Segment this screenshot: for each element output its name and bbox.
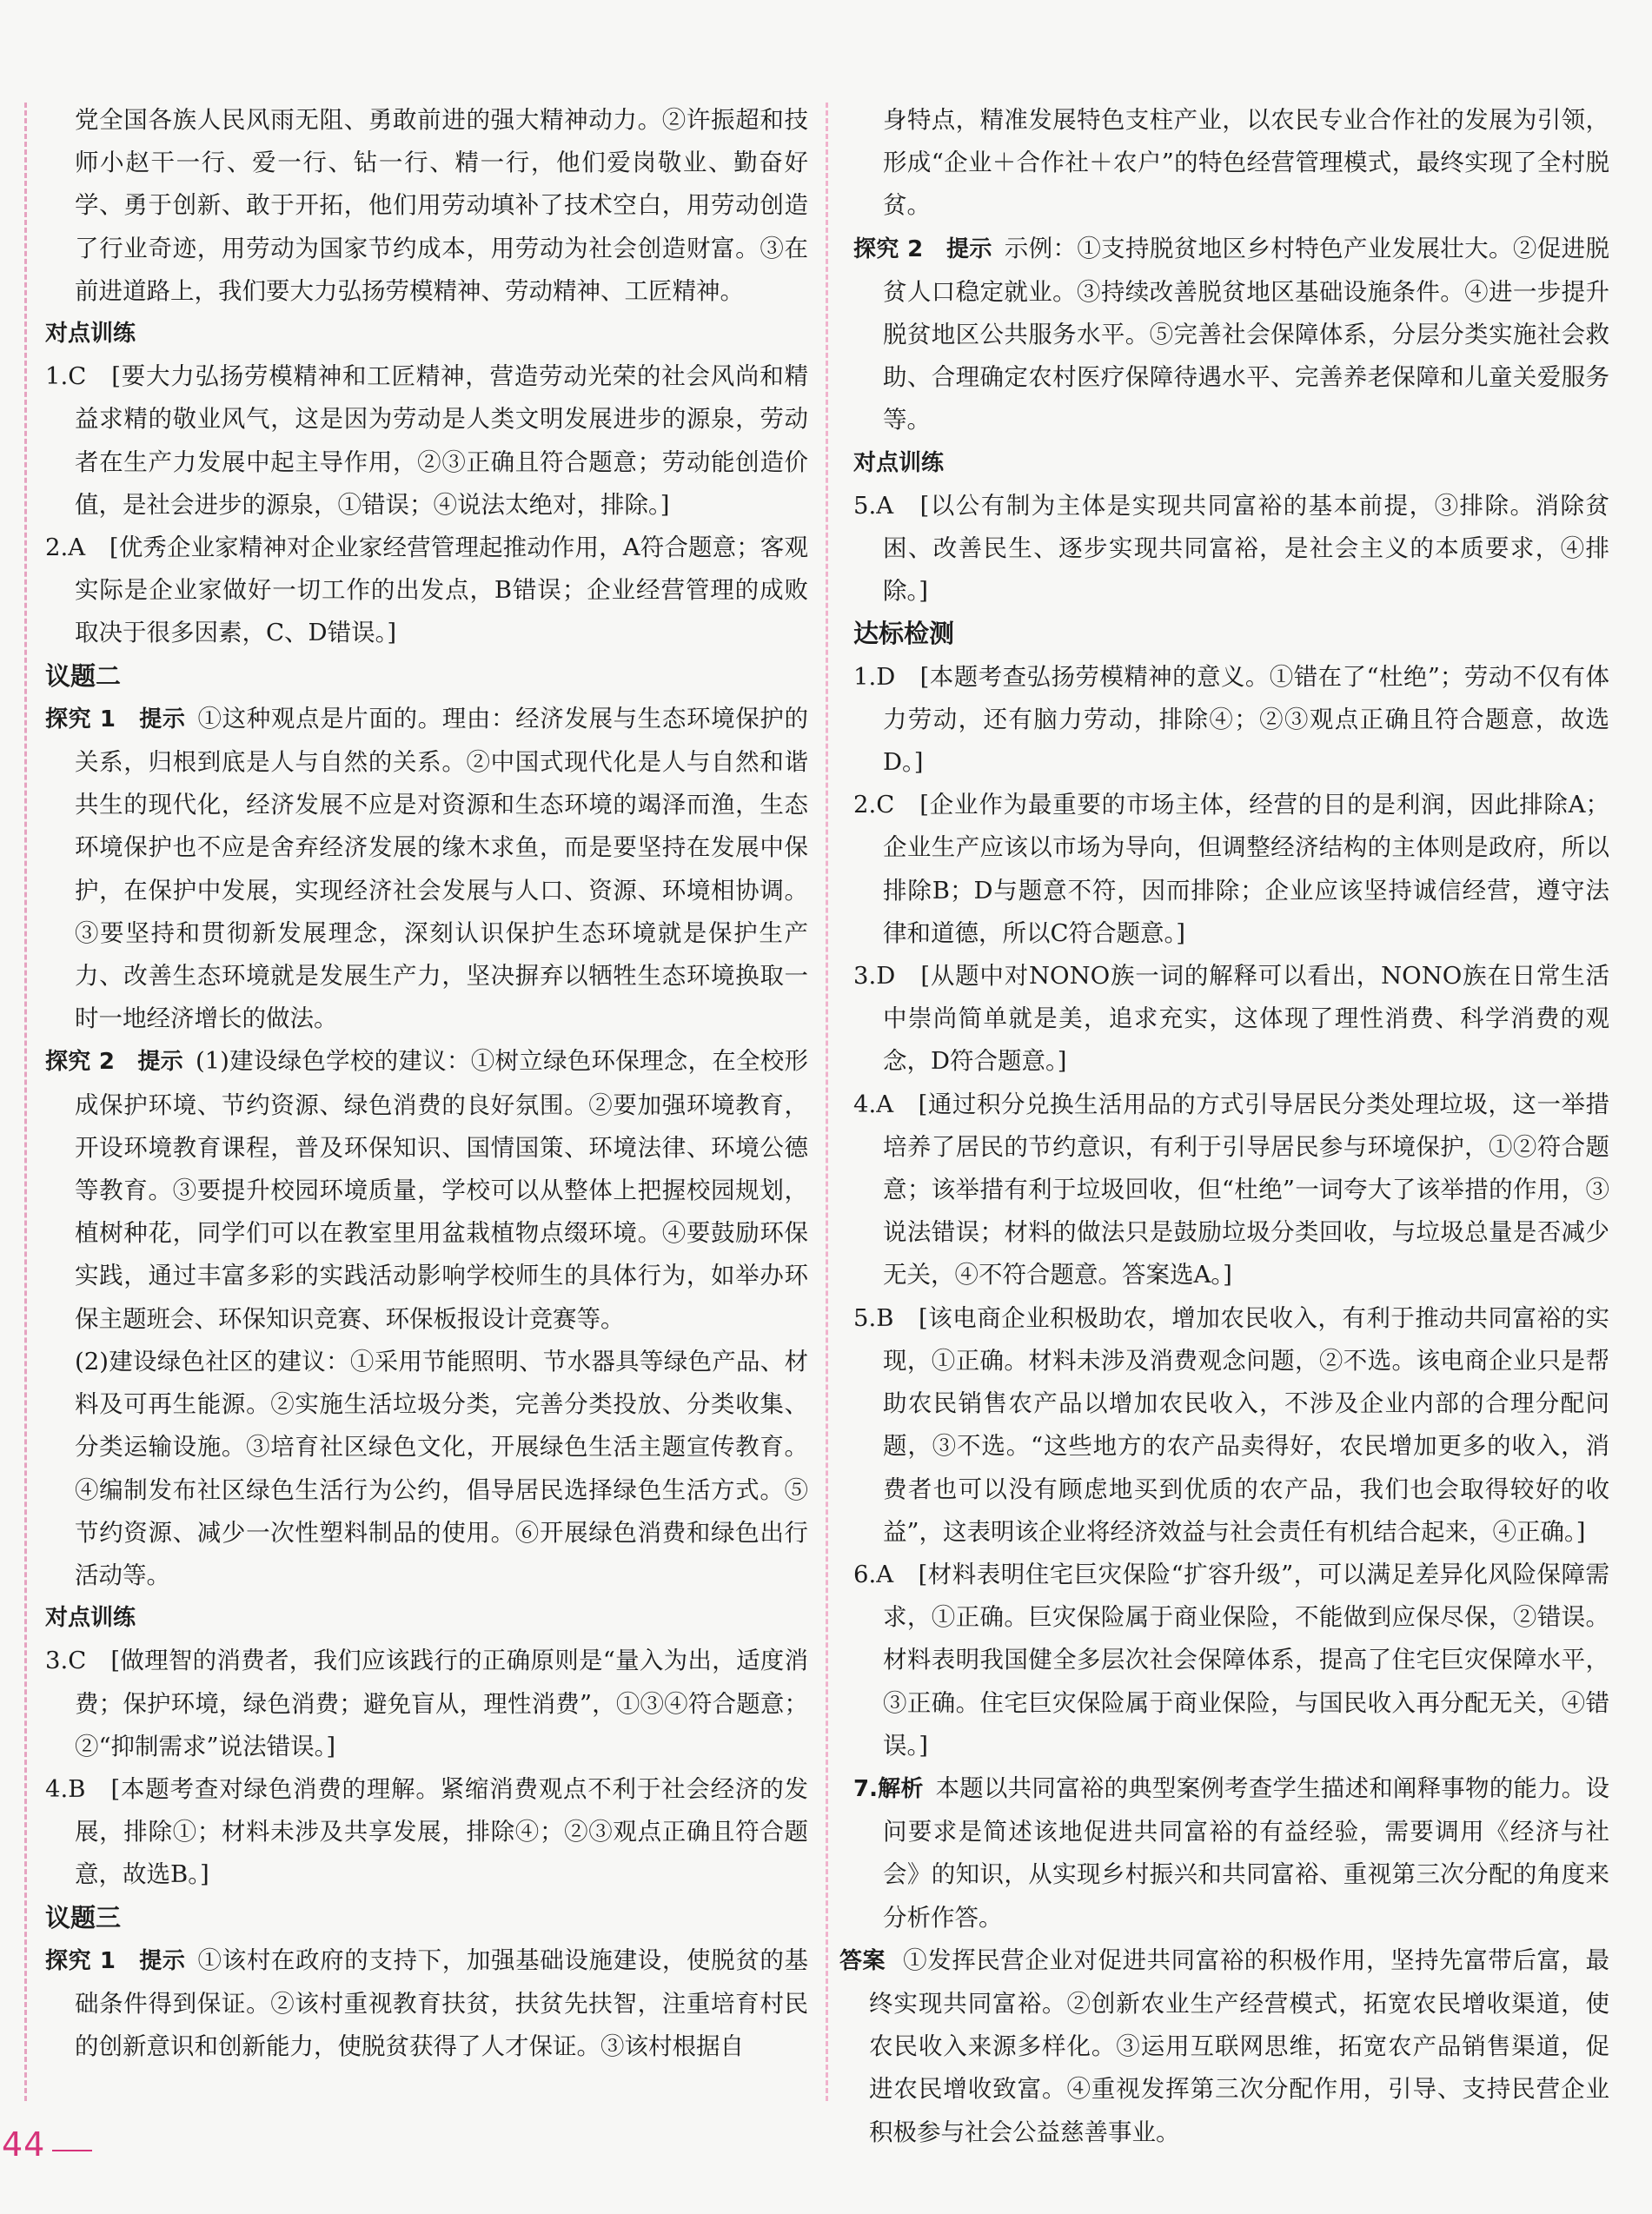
answer-paragraph: [853, 228, 1609, 442]
page-number-rule: [52, 2150, 92, 2151]
answer-paragraph: [45, 1341, 808, 1597]
section-heading: [45, 655, 808, 698]
answer-paragraph: [853, 1084, 1609, 1297]
answer-paragraph: [853, 1297, 1609, 1554]
page-number: 44: [2, 2125, 46, 2164]
paragraph-text: 达标检测: [853, 619, 955, 649]
paragraph-text: 2.A [优秀企业家精神对企业家经营管理起推动作用，A符合题意；客观实际是企业家做好一切工作的出发点，B错误；企业经营管理的成败取决于很多因素，C、D错误。]: [45, 534, 808, 647]
section-heading: [853, 613, 1609, 655]
answer-paragraph: [853, 784, 1609, 955]
paragraph-text: 1.D [本题考查弘扬劳模精神的意义。①错在了“杜绝”；劳动不仅有体力劳动，还有脑力劳动，排除④；②③观点正确且符合题意，故选D。]: [853, 662, 1609, 777]
paragraph-text: 对点训练: [853, 449, 945, 476]
answer-paragraph: [45, 698, 808, 1041]
paragraph-text: (1)建设绿色学校的建议：①树立绿色环保理念，在全校形成保护环境、节约资源、绿色消费的良好氛围。②要加强环境教育，开设环境教育课程，普及环保知识、国情国策、环境法律、环境公德等教育。③要提升校园环境质量，学校可以从整体上把握校园规划，植树种花，同学们可以在教室里用盆栽植物点缀环境。④要鼓励环保实践，通过丰富多彩的实践活动影响学校师生的具体行为，如举办环保主题班会、环保知识竞赛、环保板报设计竞赛等。: [75, 1047, 808, 1333]
answer-paragraph: [853, 1767, 1609, 1939]
paragraph-text: 5.B [该电商企业积极助农，增加农民收入，有利于推动共同富裕的实现，①正确。材料未涉及消费观念问题，②不选。该电商企业只是帮助农民销售农产品以增加农民收入，不涉及企业内部的合理分配问题，③不选。“这些地方的农产品卖得好，农民增加更多的收入，消费者也可以没有顾虑地买到优质的农产品，我们也会取得较好的收益”，这表明该企业将经济效益与社会责任有机结合起来，④正确。]: [853, 1303, 1609, 1546]
answer-paragraph: [45, 527, 808, 655]
paragraph-text: 对点训练: [45, 1605, 136, 1632]
answer-paragraph: [45, 1768, 808, 1897]
paragraph-text: 6.A [材料表明住宅巨灾保险“扩容升级”，可以满足差异化风险保障需求，①正确。巨灾保险属于商业保险，不能做到应保尽保，②错误。材料表明我国健全多层次社会保障体系，提高了住宅巨灾保障水平，③正确。住宅巨灾保险属于商业保险，与国民收入再分配无关，④错误。]: [853, 1560, 1609, 1760]
paragraph-text: (2)建设绿色社区的建议：①采用节能照明、节水器具等绿色产品、材料及可再生能源。②实施生活垃圾分类，完善分类投放、分类收集、分类运输设施。③培育社区绿色文化，开展绿色生活主题宣传教育。④编制发布社区绿色生活行为公约，倡导居民选择绿色生活方式。⑤节约资源、减少一次性塑料制品的使用。⑥开展绿色消费和绿色出行活动等。: [75, 1347, 808, 1589]
paragraph-text: ①这种观点是片面的。理由：经济发展与生态环境保护的关系，归根到底是人与自然的关系。②中国式现代化是人与自然和谐共生的现代化，经济发展不应是对资源和生态环境的竭泽而渔，生态环境保护也不应是舍弃经济发展的缘木求鱼，而是要坚持在发展中保护，在保护中发展，实现经济社会发展与人口、资源、环境相协调。③要坚持和贯彻新发展理念，深刻认识保护生态环境就是保护生产力、改善生态环境就是发展生产力，坚决摒弃以牺牲生态环境换取一时一地经济增长的做法。: [75, 704, 808, 1033]
paragraph-label: 探究 1 提示: [45, 706, 186, 732]
paragraph-text: 身特点，精准发展特色支柱产业，以农民专业合作社的发展为引领，形成“企业＋合作社＋农户”的特色经营管理模式，最终实现了全村脱贫。: [883, 106, 1609, 220]
paragraph-text: 议题三: [45, 1902, 122, 1932]
answer-paragraph: [45, 99, 808, 313]
answer-paragraph: [853, 1554, 1609, 1767]
paragraph-text: 议题二: [45, 660, 122, 691]
paragraph-text: ①该村在政府的支持下，加强基础设施建设，使脱贫的基础条件得到保证。②该村重视教育扶贫，扶贫先扶智，注重培育村民的创新意识和创新能力，使脱贫获得了人才保证。③该村根据自: [75, 1946, 808, 2061]
right-column: [839, 99, 1610, 2154]
column-divider: [826, 103, 828, 2101]
paragraph-text: 2.C [企业作为最重要的市场主体，经营的目的是利润，因此排除A；企业生产应该以市场为导向，但调整经济结构的主体则是政府，所以排除B；D与题意不符，因而排除；企业应该坚持诚信经营，遵守法律和道德，所以C符合题意。]: [853, 791, 1609, 947]
paragraph-text: ①发挥民营企业对促进共同富裕的积极作用，坚持先富带后富，最终实现共同富裕。②创新农业生产经营模式，拓宽农民增收渠道，使农民收入来源多样化。③运用互联网思维，拓宽农产品销售渠道，促进农民增收致富。④重视发挥第三次分配作用，引导、支持民营企业积极参与社会公益慈善事业。: [869, 1946, 1609, 2146]
answer-paragraph: [853, 955, 1609, 1084]
paragraph-text: 1.C [要大力弘扬劳模精神和工匠精神，营造劳动光荣的社会风尚和精益求精的敬业风气，这是因为劳动是人类文明发展进步的源泉，劳动者在生产力发展中起主导作用，②③正确且符合题意；劳动能创造价值，是社会进步的源泉，①错误；④说法太绝对，排除。]: [45, 362, 808, 519]
answer-paragraph: [45, 1939, 808, 2069]
answer-paragraph: [853, 485, 1609, 613]
paragraph-text: 示例：①支持脱贫地区乡村特色产业发展壮大。②促进脱贫人口稳定就业。③持续改善脱贫地区基础设施条件。④进一步提升脱贫地区公共服务水平。⑤完善社会保障体系，分层分类实施社会救助、合理确定农村医疗保障待遇水平、完善养老保障和儿童关爱服务等。: [883, 234, 1609, 434]
answer-paragraph: [45, 1640, 808, 1768]
answer-paragraph: [839, 1939, 1609, 2154]
paragraph-text: 3.C [做理智的消费者，我们应该践行的正确原则是“量入为出，适度消费；保护环境，绿色消费；避免盲从，理性消费”，①③④符合题意；②“抑制需求”说法错误。]: [45, 1647, 808, 1760]
answer-paragraph: [853, 99, 1609, 228]
left-column: [45, 99, 808, 2068]
answer-paragraph: [45, 355, 808, 527]
paragraph-text: 4.A [通过积分兑换生活用品的方式引导居民分类处理垃圾，这一举措培养了居民的节约意识，有利于引导居民参与环境保护，①②符合题意；该举措有利于垃圾回收，但“杜绝”一词夸大了该举措的作用，③说法错误；材料的做法只是鼓励垃圾分类回收，与垃圾总量是否减少无关，④不符合题意。答案选A。]: [853, 1090, 1609, 1289]
answer-paragraph: [853, 656, 1609, 785]
paragraph-text: 本题以共同富裕的典型案例考查学生描述和阐释事物的能力。设问要求是简述该地促进共同富裕的有益经验，需要调用《经济与社会》的知识，从实现乡村振兴和共同富裕、重视第三次分配的角度来分析作答。: [883, 1773, 1610, 1932]
paragraph-text: 3.D [从题中对NONO族一词的解释可以看出，NONO族在日常生活中崇尚简单就是美，追求充实，这体现了理性消费、科学消费的观念，D符合题意。]: [853, 962, 1609, 1076]
paragraph-text: 党全国各族人民风雨无阻、勇敢前进的强大精神动力。②许振超和技师小赵干一行、爱一行、钻一行、精一行，他们爱岗敬业、勤奋好学、勇于创新、敢于开拓，他们用劳动填补了技术空白，用劳动创造了行业奇迹，用劳动为国家节约成本，用劳动为社会创造财富。③在前进道路上，我们要大力弘扬劳模精神、劳动精神、工匠精神。: [75, 106, 808, 305]
section-heading: [853, 442, 1609, 485]
paragraph-label: 探究 2 提示: [853, 235, 992, 262]
paragraph-text: 4.B [本题考查对绿色消费的理解。紧缩消费观点不利于社会经济的发展，排除①；材料未涉及共享发展，排除④；②③观点正确且符合题意，故选B。]: [45, 1774, 808, 1889]
paragraph-text: 对点训练: [45, 321, 136, 348]
paragraph-label: 探究 2 提示: [45, 1049, 183, 1076]
answer-paragraph: [45, 1040, 808, 1340]
paragraph-text: 5.A [以公有制为主体是实现共同富裕的基本前提，③排除。消除贫困、改善民生、逐步实现共同富裕，是社会主义的本质要求，④排除。]: [853, 491, 1609, 606]
section-heading: [45, 1897, 808, 1939]
paragraph-label: 答案: [839, 1947, 886, 1974]
paragraph-label: 探究 1 提示: [45, 1947, 186, 1974]
paragraph-label: 7.解析: [853, 1775, 924, 1802]
left-margin-dashed-line: [24, 103, 27, 2101]
section-heading: [45, 313, 808, 355]
section-heading: [45, 1597, 808, 1640]
